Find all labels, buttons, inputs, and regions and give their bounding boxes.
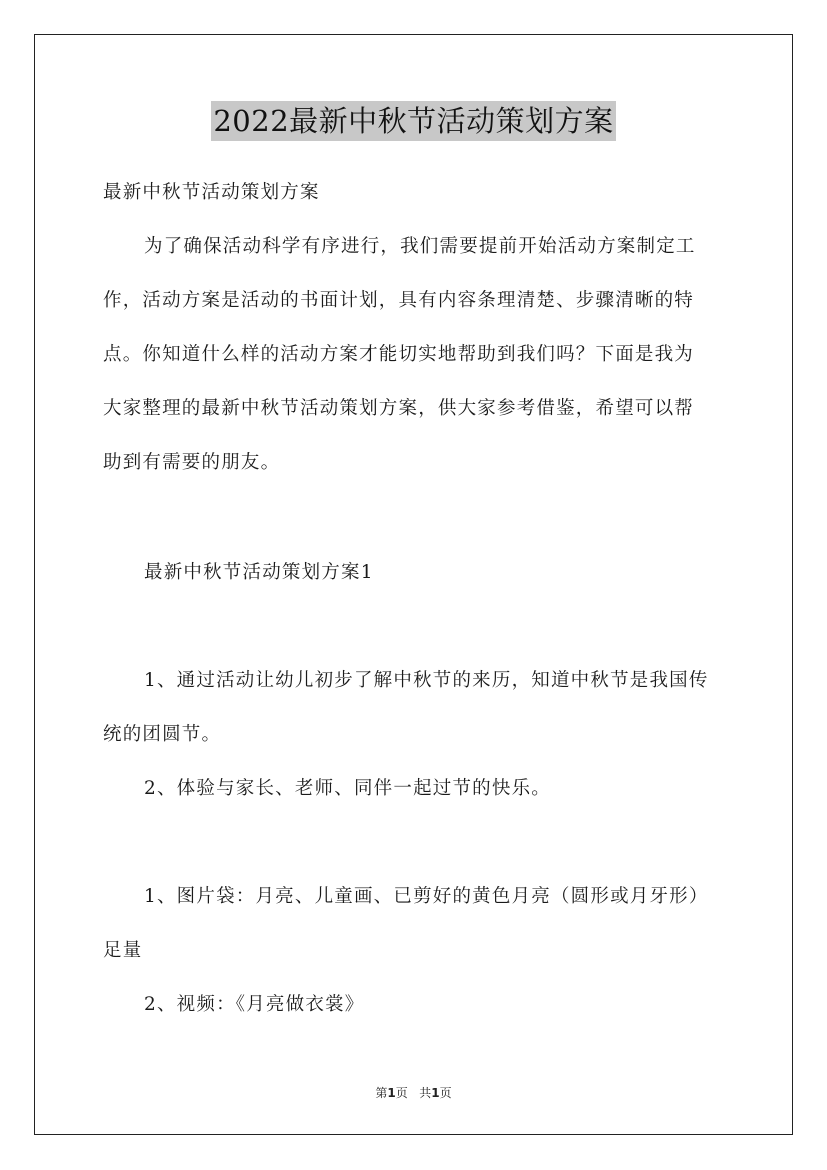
document-title: 2022最新中秋节活动策划方案 [211, 101, 615, 141]
material-line-1: 1、图片袋：月亮、儿童画、已剪好的黄色月亮（圆形或月牙形） [144, 886, 709, 907]
intro-line-5: 助到有需要的朋友。 [103, 452, 281, 473]
material-line-2: 足量 [103, 940, 143, 961]
intro-line-1: 为了确保活动科学有序进行，我们需要提前开始活动方案制定工 [144, 236, 696, 257]
material-line-3: 2、视频：《月亮做衣裳》 [144, 994, 365, 1015]
intro-line-2: 作，活动方案是活动的书面计划，具有内容条理清楚、步骤清晰的特 [103, 290, 695, 311]
goal-line-2: 统的团圆节。 [103, 724, 222, 745]
footer-page-prefix: 第 [375, 1086, 388, 1100]
footer-total-prefix: 共 [419, 1086, 432, 1100]
document-subtitle: 最新中秋节活动策划方案 [103, 182, 320, 203]
goal-line-3: 2、体验与家长、老师、同伴一起过节的快乐。 [144, 778, 551, 799]
goal-line-1: 1、通过活动让幼儿初步了解中秋节的来历，知道中秋节是我国传 [144, 670, 709, 691]
page-footer [0, 1084, 827, 1101]
footer-total-suffix: 页 [439, 1086, 452, 1100]
section-heading: 最新中秋节活动策划方案1 [144, 562, 374, 583]
intro-line-4: 大家整理的最新中秋节活动策划方案，供大家参考借鉴，希望可以帮 [103, 398, 695, 419]
footer-page-suffix: 页 [395, 1086, 408, 1100]
footer-total-number: 1 [431, 1086, 440, 1100]
intro-line-3: 点。你知道什么样的活动方案才能切实地帮助到我们吗？下面是我为 [103, 344, 695, 365]
footer-page-number: 1 [387, 1086, 396, 1100]
title-container [0, 101, 827, 141]
